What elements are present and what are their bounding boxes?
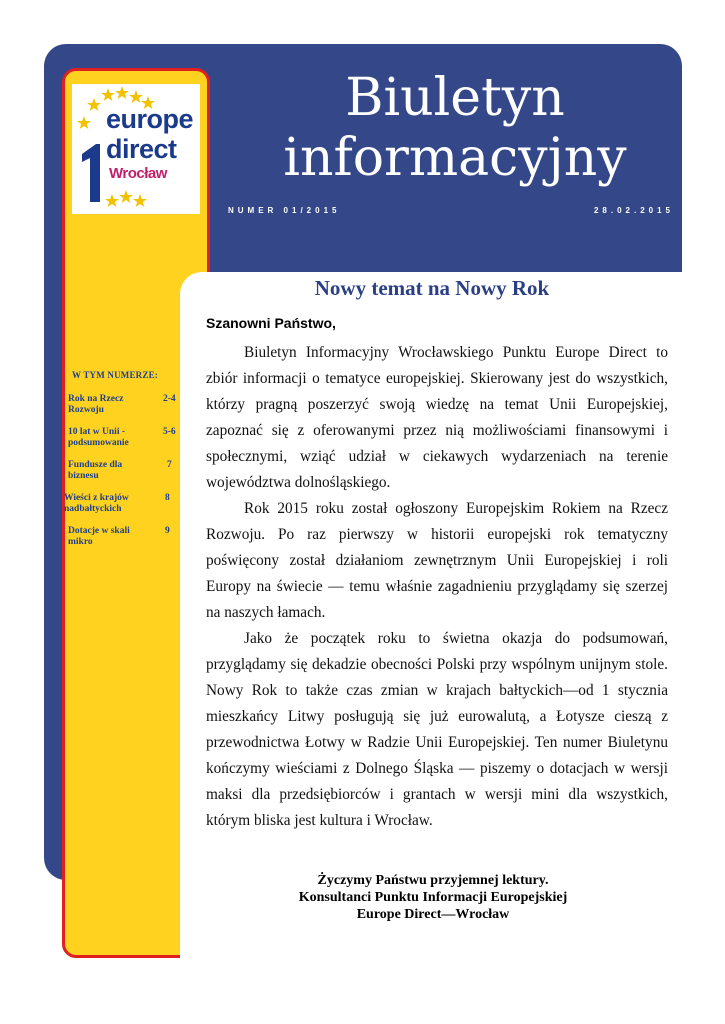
toc-item-page: 7 (167, 460, 172, 470)
toc-item-label: Rok na Rzecz Rozwoju (68, 394, 124, 415)
logo-city-text: Wrocław (109, 165, 167, 182)
closing-line: Życzymy Państwu przyjemnej lektury. (317, 873, 549, 888)
toc-heading: W TYM NUMERZE: (72, 370, 158, 380)
logo-europe-text: europe (106, 104, 194, 134)
closing-line: Europe Direct—Wrocław (356, 907, 510, 922)
toc-item-page: 9 (165, 526, 170, 536)
article-body (206, 340, 668, 834)
title-line-1: Biuletyn (345, 68, 565, 128)
article-title: Nowy temat na Nowy Rok (314, 276, 550, 300)
issue-date: 28.02.2015 (593, 206, 674, 215)
toc-item[interactable] (68, 427, 178, 449)
toc-item-label: Wieści z krajów nadbałtyckich (64, 493, 129, 514)
toc-item[interactable] (64, 493, 178, 515)
closing-line: Konsultanci Punktu Informacji Europejskiej (298, 890, 568, 905)
issue-bar (228, 206, 674, 220)
greeting: Szanowni Państwo, (206, 315, 336, 331)
toc-item-page: 2-4 (163, 394, 176, 404)
title-line-2: informacyjny (283, 128, 627, 188)
toc-item-label: Fundusze dla biznesu (68, 460, 123, 481)
table-of-contents (64, 370, 178, 559)
toc-item-label: Dotacje w skali mikro (68, 526, 130, 547)
toc-item[interactable] (68, 526, 178, 548)
toc-item-label: 10 lat w Unii - podsumowanie (68, 427, 129, 448)
logo-direct-text: direct (106, 134, 177, 164)
toc-item-page: 8 (165, 493, 170, 503)
closing-signature (200, 872, 666, 923)
paragraph: Rok 2015 roku został ogłoszony Europejskim Rokiem na Rzecz Rozwoju. Po raz pierwszy w historii europejski rok tematyczny poświęcony został działaniom zewnętrznym Unii Europejskiej i roli Europy na świecie — temu właśnie zagadnieniu przyglądamy się szerzej na naszych łamach. (206, 500, 668, 621)
toc-item[interactable] (68, 394, 178, 416)
paragraph: Jako że początek roku to świetna okazja do podsumowań, przyglądamy się dekadzie obecności Polski przy wspólnym unijnym stole. Nowy Rok to także czas zmian w krajach bałtyckich—od 1 stycznia mieszkańcy Litwy posługują się już eurowalutą, a Łotysze cieszą z przewodnictwa Łotwy w Radzie Unii Europejskiej. Ten numer Biuletynu kończymy wieściami z Dolnego Śląska — piszemy o dotacjach w wersji maksi dla przedsiębiorców i grantach w wersji mini dla wszystkich, którym bliska jest kultura i Wrocław. (206, 630, 668, 829)
europe-direct-logo (72, 84, 200, 214)
paragraph: Biuletyn Informacyjny Wrocławskiego Punktu Europe Direct to zbiór informacji o tematyce europejskiej. Skierowany jest do wszystkich, którzy pragną poszerzyć swoją wiedzę na temat Unii Europejskiej, zapoznać się z oferowanymi przez nią możliwościami finansowymi i społecznymi, wziąć udział w ciekawych wydarzeniach na terenie województwa dolnośląskiego. (206, 344, 668, 491)
newsletter-title (230, 68, 680, 188)
issue-number: NUMER 01/2015 (228, 206, 341, 215)
toc-item-page: 5-6 (163, 427, 176, 437)
toc-item[interactable] (68, 460, 178, 482)
